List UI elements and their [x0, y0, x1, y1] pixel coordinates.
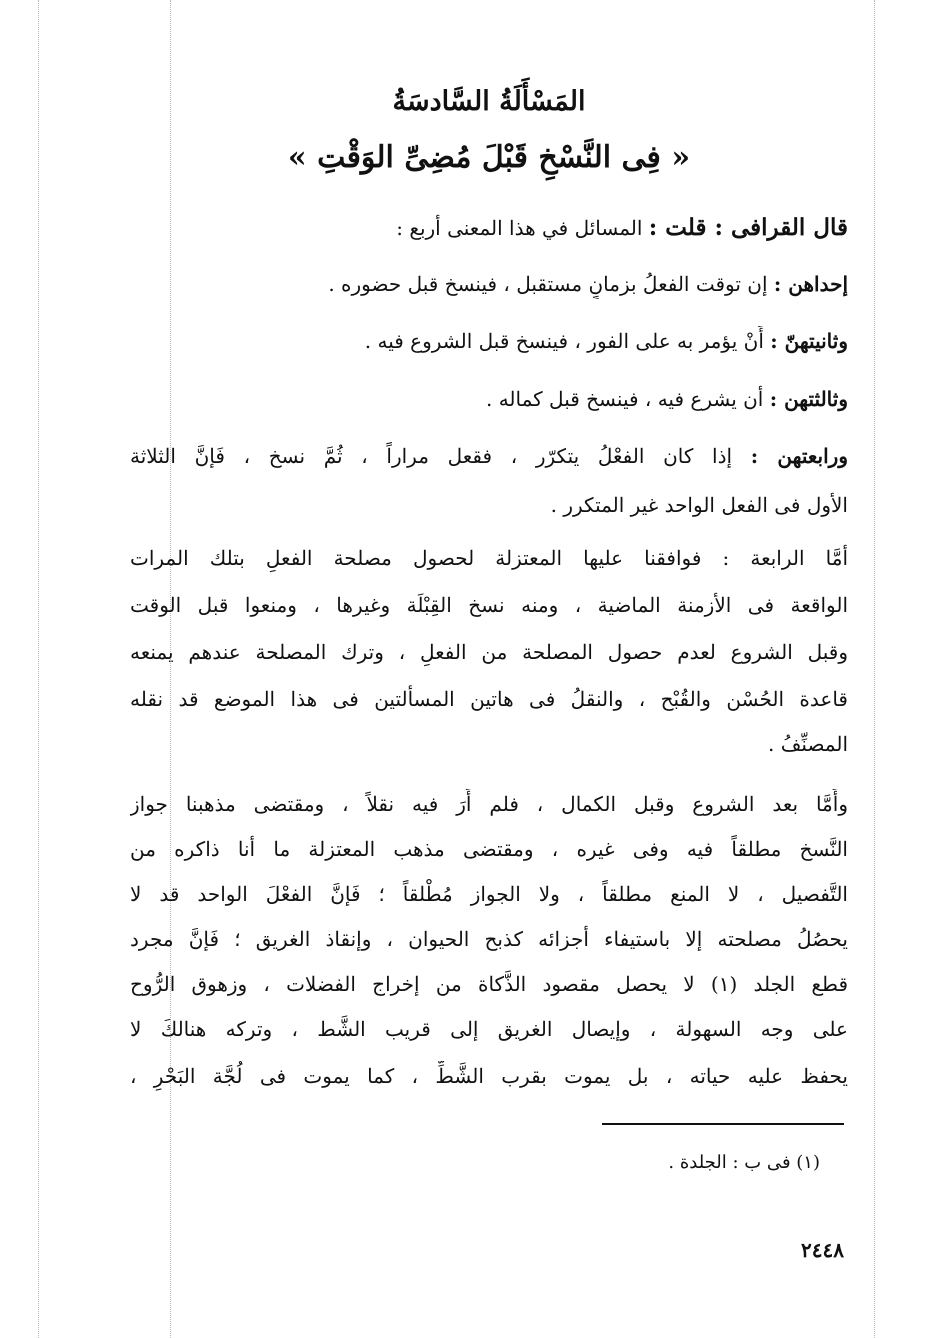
- third-issue-lead: وثالثتهن :: [769, 387, 848, 411]
- chapter-subtitle: « فِى النَّسْخِ قَبْلَ مُضِىِّ الوَقْتِ »: [287, 140, 691, 175]
- after-start-line-2: النَّسخ مطلقاً فيه وفى غيره ، ومقتضى مذهب المعتزلة ما أنا ذاكره من: [130, 837, 848, 861]
- second-issue-line: [130, 326, 848, 356]
- discussion-line-2: الواقعة فى الأزمنة الماضية ، ومنه نسخ القِبْلَة وغيرها ، ومنعوا قبل الوقت: [130, 593, 848, 617]
- fourth-issue-lead: ورابعتهن :: [750, 444, 848, 468]
- chapter-title: المَسْأَلَةُ السَّادسَةُ: [392, 86, 586, 117]
- after-start-line-5: قطع الجلد (١) لا يحصل مقصود الذَّكاة من إخراج الفضلات ، وزهوق الرُّوح: [130, 972, 848, 996]
- after-start-line-7: يحفظ عليه حياته ، بل يموت بقرب الشَّطِّ ، كما يموت فى لُجَّة البَحْرِ ،: [130, 1064, 848, 1088]
- after-start-line-4: يحصُلُ مصلحته إلا باستيفاء أجزائه كذبح الحيوان ، وإنقاذ الغريق ؛ فَإنَّ مجرد: [130, 927, 848, 951]
- second-issue-text: أَنْ يؤمر به على الفور ، فينسخ قبل الشروع فيه .: [364, 329, 764, 353]
- fourth-issue-line-1: [130, 441, 848, 471]
- footnote-divider: [602, 1123, 844, 1125]
- third-issue-line: [130, 384, 848, 414]
- first-issue-line: [130, 269, 848, 299]
- scan-edge-mid: [170, 0, 171, 1338]
- after-start-line-3: التَّفصيل ، لا المنع مطلقاً ، ولا الجواز مُطْلقاً ؛ فَإنَّ الفعْلَ الواحد قد لا: [130, 882, 848, 906]
- fourth-issue-line-2: الأول فى الفعل الواحد غير المتكرر .: [550, 493, 848, 517]
- first-issue-lead: إحداهن :: [773, 272, 848, 296]
- page-number: ٢٤٤٨: [801, 1238, 844, 1262]
- discussion-line-3: وقبل الشروع لعدم حصول المصلحة من الفعلِ ، وترك المصلحة عندهم يمنعه: [130, 640, 848, 664]
- scan-edge-right: [874, 0, 875, 1338]
- first-issue-text: إن توقت الفعلُ بزمانٍ مستقبل ، فينسخ قبل حضوره .: [328, 272, 768, 296]
- scan-edge-left: [38, 0, 39, 1338]
- after-start-line-1: وأَمَّا بعد الشروع وقبل الكمال ، فلم أَرَ فيه نقلاً ، ومقتضى مذهبنا جواز: [130, 792, 848, 816]
- discussion-line-1: أمَّا الرابعة : فوافقنا عليها المعتزلة لحصول مصلحة الفعلِ بتلك المرات: [130, 546, 848, 570]
- footnote: (١) فى ب : الجلدة .: [668, 1152, 820, 1173]
- intro-lead: قال القرافى : قلت :: [648, 214, 848, 241]
- second-issue-lead: وثانيتهنّ :: [770, 329, 848, 353]
- fourth-issue-text-1: إذا كان الفعْلُ يتكرّر ، فقعل مراراً ، ثُمَّ نسخ ، فَإنَّ الثلاثة: [130, 444, 733, 468]
- intro-text: المسائل في هذا المعنى أربع :: [396, 216, 643, 240]
- discussion-line-5: المصنِّفُ .: [767, 732, 848, 756]
- after-start-line-6: على وجه السهولة ، وإيصال الغريق إلى قريب الشَّط ، وتركه هنالكَ لا: [130, 1017, 848, 1041]
- third-issue-text: أن يشرع فيه ، فينسخ قبل كماله .: [485, 387, 764, 411]
- discussion-line-4: قاعدة الحُسْن والقُبْح ، والنقلُ فى هاتين المسألتين فى هذا الموضع قد نقله: [130, 687, 848, 711]
- intro-line: [130, 213, 848, 243]
